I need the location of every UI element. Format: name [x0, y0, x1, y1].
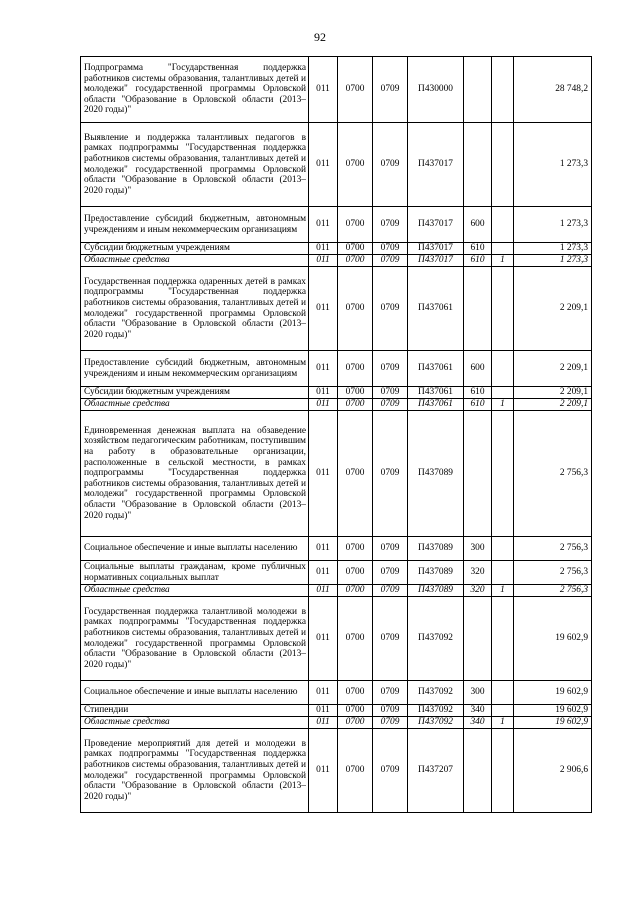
- cell-sum: 2 756,3: [514, 561, 592, 585]
- cell-src: [492, 729, 514, 813]
- table-row: [81, 255, 592, 267]
- cell-src: [492, 597, 514, 681]
- cell-prz: 0709: [373, 267, 408, 351]
- table-row: [81, 207, 592, 243]
- table-row: [81, 681, 592, 705]
- cell-sum: 2 209,1: [514, 267, 592, 351]
- cell-csr: П437017: [408, 243, 464, 255]
- cell-prz: 0709: [373, 585, 408, 597]
- cell-prz: 0709: [373, 255, 408, 267]
- cell-ved: 011: [309, 351, 338, 387]
- cell-src: [492, 561, 514, 585]
- cell-csr: П437061: [408, 399, 464, 411]
- cell-name: Областные средства: [81, 255, 309, 267]
- cell-name: Социальные выплаты гражданам, кроме публичных нормативных социальных выплат: [81, 561, 309, 585]
- table-row: [81, 351, 592, 387]
- cell-prz: 0709: [373, 387, 408, 399]
- cell-rz: 0700: [338, 267, 373, 351]
- cell-sum: 19 602,9: [514, 705, 592, 717]
- cell-csr: П437207: [408, 729, 464, 813]
- cell-name: Областные средства: [81, 585, 309, 597]
- cell-sum: 19 602,9: [514, 681, 592, 705]
- cell-rz: 0700: [338, 387, 373, 399]
- table-row: [81, 387, 592, 399]
- table-row: [81, 561, 592, 585]
- cell-name: Выявление и поддержка талантливых педагогов в рамках подпрограммы "Государственная поддержка работников системы образования, талантливых детей и молодежи" государственной программы Орловской области "Образование в Орловской области (2013–2020 годы)": [81, 123, 309, 207]
- cell-sum: 1 273,3: [514, 243, 592, 255]
- cell-ved: 011: [309, 597, 338, 681]
- table-row: [81, 729, 592, 813]
- cell-sum: 2 756,3: [514, 411, 592, 537]
- cell-vr: 320: [464, 585, 492, 597]
- cell-rz: 0700: [338, 399, 373, 411]
- cell-ved: 011: [309, 57, 338, 123]
- cell-name: Предоставление субсидий бюджетным, автономным учреждениям и иным некоммерческим организациям: [81, 207, 309, 243]
- cell-sum: 2 906,6: [514, 729, 592, 813]
- cell-sum: 2 756,3: [514, 585, 592, 597]
- cell-ved: 011: [309, 705, 338, 717]
- cell-vr: 600: [464, 351, 492, 387]
- cell-rz: 0700: [338, 705, 373, 717]
- table-row: [81, 717, 592, 729]
- cell-name: Социальное обеспечение и иные выплаты населению: [81, 681, 309, 705]
- cell-vr: 610: [464, 243, 492, 255]
- table-row: [81, 243, 592, 255]
- cell-csr: П437089: [408, 585, 464, 597]
- cell-ved: 011: [309, 207, 338, 243]
- cell-rz: 0700: [338, 681, 373, 705]
- cell-src: [492, 123, 514, 207]
- cell-vr: [464, 597, 492, 681]
- table-row: [81, 585, 592, 597]
- cell-vr: 610: [464, 399, 492, 411]
- cell-vr: [464, 123, 492, 207]
- cell-name: Областные средства: [81, 399, 309, 411]
- cell-rz: 0700: [338, 255, 373, 267]
- cell-ved: 011: [309, 537, 338, 561]
- cell-src: 1: [492, 255, 514, 267]
- cell-csr: П430000: [408, 57, 464, 123]
- cell-rz: 0700: [338, 207, 373, 243]
- table-row: [81, 411, 592, 537]
- cell-src: [492, 411, 514, 537]
- cell-prz: 0709: [373, 729, 408, 813]
- cell-prz: 0709: [373, 207, 408, 243]
- cell-src: [492, 387, 514, 399]
- cell-csr: П437061: [408, 351, 464, 387]
- cell-sum: 19 602,9: [514, 717, 592, 729]
- cell-rz: 0700: [338, 411, 373, 537]
- cell-vr: [464, 729, 492, 813]
- cell-ved: 011: [309, 123, 338, 207]
- cell-ved: 011: [309, 243, 338, 255]
- cell-src: 1: [492, 399, 514, 411]
- cell-prz: 0709: [373, 57, 408, 123]
- cell-prz: 0709: [373, 561, 408, 585]
- cell-csr: П437017: [408, 123, 464, 207]
- cell-csr: П437089: [408, 561, 464, 585]
- cell-src: [492, 351, 514, 387]
- cell-name: Государственная поддержка талантливой молодежи в рамках подпрограммы "Государственная поддержка работников системы образования, талантливых детей и молодежи" государственной программы Орловской области "Образование в Орловской области (2013–2020 годы)": [81, 597, 309, 681]
- cell-name: Социальное обеспечение и иные выплаты населению: [81, 537, 309, 561]
- cell-vr: 340: [464, 705, 492, 717]
- cell-prz: 0709: [373, 705, 408, 717]
- cell-ved: 011: [309, 267, 338, 351]
- cell-ved: 011: [309, 585, 338, 597]
- cell-ved: 011: [309, 399, 338, 411]
- cell-prz: 0709: [373, 351, 408, 387]
- cell-name: Предоставление субсидий бюджетным, автономным учреждениям и иным некоммерческим организациям: [81, 351, 309, 387]
- cell-prz: 0709: [373, 123, 408, 207]
- cell-csr: П437092: [408, 681, 464, 705]
- cell-rz: 0700: [338, 729, 373, 813]
- cell-src: [492, 537, 514, 561]
- cell-sum: 2 209,1: [514, 399, 592, 411]
- cell-csr: П437089: [408, 537, 464, 561]
- cell-sum: 2 209,1: [514, 387, 592, 399]
- cell-name: Подпрограмма "Государственная поддержка работников системы образования, талантливых детей и молодежи" государственной программы Орловской области "Образование в Орловской области (2013–2020 годы)": [81, 57, 309, 123]
- cell-name: Проведение мероприятий для детей и молодежи в рамках подпрограммы "Государственная поддержка работников системы образования, талантливых детей и молодежи" государственной программы Орловской области "Образование в Орловской области (2013–2020 годы)": [81, 729, 309, 813]
- cell-rz: 0700: [338, 57, 373, 123]
- cell-vr: 610: [464, 387, 492, 399]
- cell-vr: [464, 267, 492, 351]
- cell-name: Единовременная денежная выплата на обзаведение хозяйством педагогическим работникам, поступившим на работу в образовательные организации, расположенные в сельской местности, в рамках подпрограммы "Государственная поддержка работников системы образования, талантливых детей и молодежи" государственной программы Орловской области "Образование в Орловской области (2013–2020 годы)": [81, 411, 309, 537]
- cell-src: [492, 57, 514, 123]
- cell-src: [492, 267, 514, 351]
- cell-vr: 340: [464, 717, 492, 729]
- cell-sum: 19 602,9: [514, 597, 592, 681]
- cell-src: [492, 207, 514, 243]
- budget-table: [80, 56, 592, 813]
- cell-csr: П437092: [408, 717, 464, 729]
- cell-prz: 0709: [373, 717, 408, 729]
- cell-src: [492, 681, 514, 705]
- cell-rz: 0700: [338, 123, 373, 207]
- cell-name: Субсидии бюджетным учреждениям: [81, 243, 309, 255]
- cell-sum: 28 748,2: [514, 57, 592, 123]
- cell-prz: 0709: [373, 411, 408, 537]
- cell-prz: 0709: [373, 537, 408, 561]
- cell-name: Областные средства: [81, 717, 309, 729]
- cell-rz: 0700: [338, 597, 373, 681]
- cell-csr: П437092: [408, 597, 464, 681]
- cell-rz: 0700: [338, 561, 373, 585]
- cell-rz: 0700: [338, 585, 373, 597]
- page-number: 92: [314, 30, 326, 44]
- cell-csr: П437092: [408, 705, 464, 717]
- cell-csr: П437089: [408, 411, 464, 537]
- cell-prz: 0709: [373, 243, 408, 255]
- cell-vr: [464, 57, 492, 123]
- cell-ved: 011: [309, 387, 338, 399]
- cell-rz: 0700: [338, 351, 373, 387]
- cell-sum: 1 273,3: [514, 123, 592, 207]
- cell-sum: 2 209,1: [514, 351, 592, 387]
- cell-prz: 0709: [373, 681, 408, 705]
- budget-table-body: [81, 57, 592, 813]
- cell-vr: 610: [464, 255, 492, 267]
- cell-name: Субсидии бюджетным учреждениям: [81, 387, 309, 399]
- table-row: [81, 399, 592, 411]
- cell-vr: 300: [464, 537, 492, 561]
- cell-vr: 600: [464, 207, 492, 243]
- cell-ved: 011: [309, 255, 338, 267]
- cell-src: 1: [492, 717, 514, 729]
- cell-ved: 011: [309, 681, 338, 705]
- cell-rz: 0700: [338, 243, 373, 255]
- table-row: [81, 123, 592, 207]
- cell-sum: 1 273,3: [514, 207, 592, 243]
- cell-src: [492, 243, 514, 255]
- cell-src: 1: [492, 585, 514, 597]
- cell-prz: 0709: [373, 597, 408, 681]
- cell-name: Государственная поддержка одаренных детей в рамках подпрограммы "Государственная поддержка работников системы образования, талантливых детей и молодежи" государственной программы Орловской области "Образование в Орловской области (2013–2020 годы)": [81, 267, 309, 351]
- cell-ved: 011: [309, 717, 338, 729]
- cell-sum: 1 273,3: [514, 255, 592, 267]
- cell-ved: 011: [309, 411, 338, 537]
- cell-vr: 300: [464, 681, 492, 705]
- table-row: [81, 267, 592, 351]
- cell-vr: 320: [464, 561, 492, 585]
- cell-rz: 0700: [338, 537, 373, 561]
- cell-sum: 2 756,3: [514, 537, 592, 561]
- table-row: [81, 57, 592, 123]
- cell-rz: 0700: [338, 717, 373, 729]
- cell-csr: П437061: [408, 387, 464, 399]
- cell-ved: 011: [309, 561, 338, 585]
- cell-csr: П437017: [408, 207, 464, 243]
- cell-name: Стипендии: [81, 705, 309, 717]
- cell-prz: 0709: [373, 399, 408, 411]
- table-row: [81, 705, 592, 717]
- cell-ved: 011: [309, 729, 338, 813]
- table-row: [81, 537, 592, 561]
- cell-src: [492, 705, 514, 717]
- table-row: [81, 597, 592, 681]
- cell-csr: П437017: [408, 255, 464, 267]
- cell-csr: П437061: [408, 267, 464, 351]
- cell-vr: [464, 411, 492, 537]
